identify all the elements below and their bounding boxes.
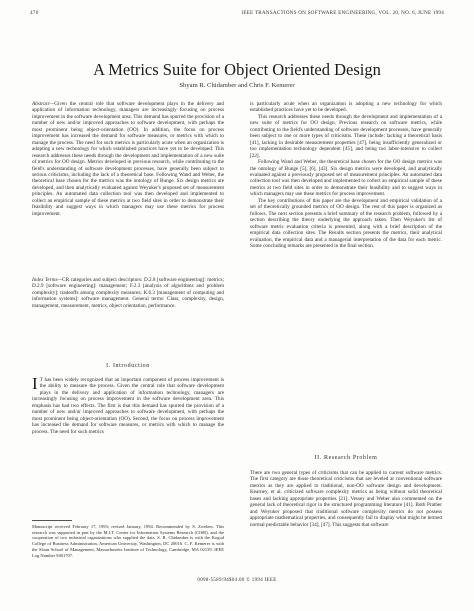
paragraph: This research addresses these needs through the development and implementation of a new suite of metrics for OO design. Previous research on software metrics, while contributing to the field's understanding of software development processes, have generally been subject to one or more types of criticisms. These include: lacking a theoretical basis [41], lacking in desirable measurement properties [47], being insufficiently generalized or too implementation technology dependent [45], and being too labor-intensive to collect [22].: [250, 113, 442, 159]
paragraph: Following Wand and Weber, the theoretical base chosen for the OO design metrics was the ontology of Bunge [5], [6], [43]. Six design metrics were developed, and analytically evaluated against a previously proposed set of measurement principles. An automated data collection tool was then developed and implemented to collect an empirical sample of these metrics at two field sites in order to demonstrate their feasibility and to suggest ways in which managers may use these metrics for process improvement.: [250, 159, 442, 198]
running-head: [30, 10, 444, 16]
copyright-footer: 0098-5589/94$04.00 © 1994 IEEE: [197, 578, 277, 583]
abstract-label: Abstract—: [32, 101, 55, 107]
section-heading-research-problem: II. Research Problem: [314, 455, 378, 461]
introduction-body: [32, 374, 224, 435]
paragraph: The key contributions of this paper are the development and empirical validation of a set of theoretically grounded metrics of OO design. The rest of this paper is organized as follows. The next section presents a brief summary of the research problem, followed by a section describing the theory underlying the approach taken. Then Weyuker's list of software metric evaluation criteria is presented, along with a brief description of the empirical data collection sites. The Results section presents the metrics, their analytical evaluation, the empirical data and a managerial interpretation of the data for each metric. Some concluding remarks are presented in the final section.: [250, 197, 442, 249]
footnote: [32, 524, 224, 558]
index-terms-label: Index Terms—: [32, 277, 63, 283]
journal-name: IEEE TRANSACTIONS ON SOFTWARE ENGINEERING, VOL. 20, NO. 6, JUNE 1994: [241, 10, 444, 16]
page-number: 476: [30, 10, 39, 16]
paragraph: is particularly acute when an organization is adopting a new technology for which established practices have yet to be developed.: [250, 101, 442, 114]
paper-title: A Metrics Suite for Object Oriented Design: [93, 60, 381, 79]
research-problem-body: [250, 470, 442, 528]
intro-paragraph: T has been widely recognized that an important component of process improvement is the ability to measure the process. Given the central role that software development plays in the delivery and application of information technology, managers are increasingly focusing on process improvement in the software development area. This emphasis has had two effects. The first is that this demand has spurred the provision of a number of new and/or improved approaches to software development, with perhaps the most prominent being object-orientation (OO). Second, the focus on process improvement has increased the demand for software measures, or metrics with which to manage the process. The need for such metrics: [32, 377, 224, 435]
abstract: [32, 101, 224, 217]
drop-cap: I: [32, 374, 38, 393]
index-terms-text: CR categories and subject descriptors: D.2.8 [software engineering]: metrics; D.2.9 [software engineering]: management; F.2.3 [analysis of algorithms and problem complexity]: tradeoffs among complexity measures; K.6.3 [management of computing and information systems]: software management. General terms: Class, complexity, design, management, measurement, metrics, object orientation, performance.: [32, 277, 224, 309]
paper-authors: Shyam R. Chidamber and Chris F. Kemerer: [179, 82, 295, 89]
abstract-text: Given the central role that software development plays in the delivery and application of information technology, managers are increasingly focusing on process improvement in the software development area. This demand has spurred the provision of a number of new and/or improved approaches to software development, with perhaps the most prominent being object-orientation (OO). In addition, the focus on process improvement has increased the demand for software measures, or metrics with which to manage the process. The need for such metrics is particularly acute when an organization is adopting a new technology for which established practices have yet to be developed. This research addresses these needs through the development and implementation of a new suite of metrics for OO design. Metrics developed in previous research, while contributing to the field's understanding of software development processes, have generally been subject to serious criticisms, including the lack of a theoretical base. Following Wand and Weber, the theoretical base chosen for the metrics was the ontology of Bunge. Six design metrics are developed, and then analytically evaluated against Weyuker's proposed set of measurement principles. An automated data collection tool was then developed and implemented to collect an empirical sample of these metrics at two field sites in order to demonstrate their feasibility and suggest ways in which managers may use these metrics for process improvement.: [32, 101, 224, 217]
footnote-rule: [32, 520, 72, 521]
index-terms: [32, 277, 224, 309]
right-column-body: [250, 101, 442, 249]
footnote-text: Manuscript received February 17, 1993; revised January, 1994. Recommended by S. Zweben. This research was supported in part by the M.I.T. Center for Information Systems Research (CISR), and the cooperation of two industrial organizations who supplied the data. S. R. Chidamber is with the Kogod College of Business Administration, American University, Washington, DC 20016. C. F. Kemerer is with the Sloan School of Management, Massachusetts Institute of Technology, Cambridge, MA 02139. IEEE Log Number 9401707.: [32, 524, 224, 558]
paragraph: There are two general types of criticisms that can be applied to current software metrics. The first category are those theoretical criticisms that are leveled at conventional software metrics as they are applied to traditional, non-OO software design and development. Kearney, et al. criticized software complexity metrics as being without solid theoretical bases and lacking appropriate properties [21]. Vessey and Weber also commented on the general lack of theoretical rigor in the structured programming literature [41]. Both Prather and Weyuker proposed that traditional software complexity metrics do not possess appropriate mathematical properties, and consequently fail to display what might be termed normal predictable behavior [34], [47]. This suggests that software: [250, 470, 442, 528]
section-heading-introduction: I. Introduction: [106, 363, 150, 369]
